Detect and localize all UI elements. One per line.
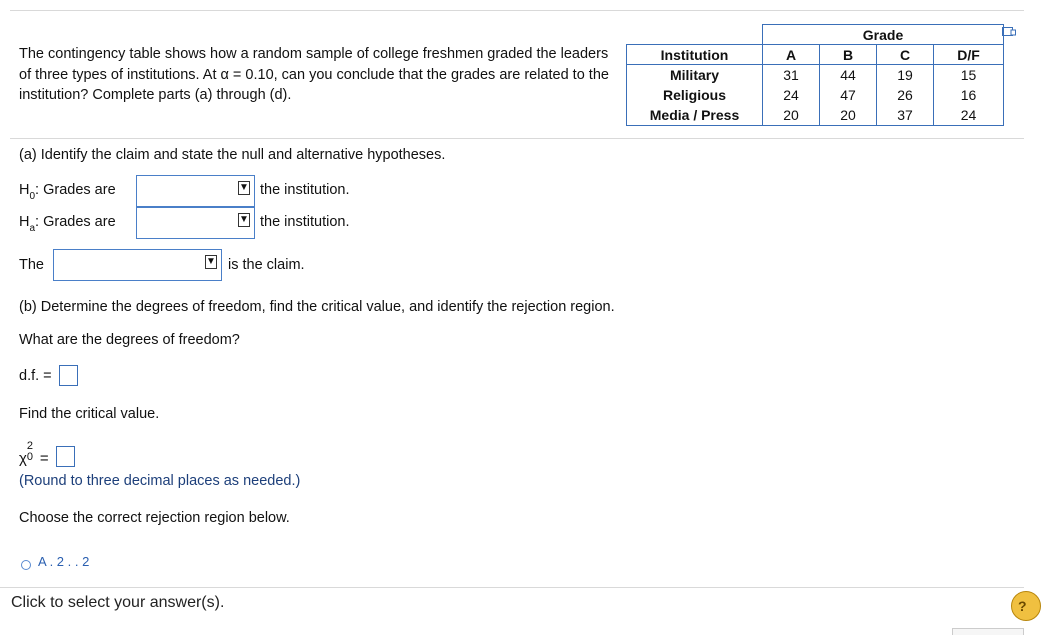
cell-media-b: 20 — [840, 107, 856, 123]
chi-superscript: 2 — [26, 440, 33, 452]
row-label-media: Media / Press — [649, 107, 740, 123]
copy-icon[interactable] — [1002, 27, 1016, 39]
contingency-table — [626, 24, 1004, 126]
col-c-values — [877, 65, 934, 126]
df-input[interactable] — [59, 365, 78, 386]
the-label: The — [19, 257, 44, 273]
cell-religious-a: 24 — [783, 87, 799, 103]
col-df-values — [934, 65, 1004, 126]
h0-label — [19, 182, 116, 202]
chevron-down-icon[interactable]: ▼ — [206, 256, 216, 267]
part-a-prompt: (a) Identify the claim and state the null and alternative hypotheses. — [19, 147, 446, 163]
col-header-df: D/F — [934, 45, 1004, 65]
cell-military-b: 44 — [840, 67, 856, 83]
h0-dropdown[interactable] — [136, 175, 255, 207]
rounding-hint: (Round to three decimal places as needed.) — [19, 473, 301, 489]
ha-subscript: a — [29, 223, 36, 234]
ha-letter: H — [19, 214, 30, 230]
option-a-label[interactable]: A . 2 . . 2 — [38, 554, 90, 569]
h0-subscript: 0 — [29, 191, 36, 202]
claim-dropdown[interactable] — [53, 249, 222, 281]
chi-equals: = — [39, 450, 49, 467]
col-b-values — [820, 65, 877, 126]
chevron-down-icon[interactable]: ▼ — [239, 214, 249, 225]
scroll-handle[interactable] — [952, 628, 1024, 635]
intro-text: The contingency table shows how a random sample of college freshmen graded the leaders of three types of institutions. At α = 0.10, can you conclude that the grades are related to the institution? Complete parts (a) through (d). — [19, 46, 609, 103]
col-header-b: B — [820, 45, 877, 65]
footer-instruction: Click to select your answer(s). — [11, 594, 225, 611]
h0-tail: the institution. — [260, 182, 350, 198]
section-divider — [10, 138, 1024, 139]
ha-dropdown[interactable] — [136, 207, 255, 239]
table-corner — [627, 25, 763, 45]
df-question: What are the degrees of freedom? — [19, 332, 240, 348]
chi-square-label — [19, 440, 49, 467]
chevron-down-icon[interactable]: ▼ — [239, 182, 249, 193]
chi-subscript: 0 — [26, 451, 33, 463]
col-a-values — [763, 65, 820, 126]
cv-question: Find the critical value. — [19, 406, 160, 422]
cell-military-c: 19 — [897, 67, 913, 83]
col-header-a: A — [763, 45, 820, 65]
footer-divider — [0, 587, 1024, 588]
ha-label — [19, 214, 116, 234]
grade-group-header: Grade — [763, 25, 1004, 45]
cell-religious-b: 47 — [840, 87, 856, 103]
cell-religious-c: 26 — [897, 87, 913, 103]
row-labels-cell — [627, 65, 763, 126]
col-header-institution: Institution — [627, 45, 763, 65]
option-a-radio[interactable] — [21, 560, 31, 570]
cell-religious-df: 16 — [960, 87, 977, 103]
ha-tail: the institution. — [260, 214, 350, 230]
h0-letter: H — [19, 182, 30, 198]
chi-symbol: χ — [19, 450, 27, 467]
top-divider — [10, 10, 1024, 11]
critical-value-input[interactable] — [56, 446, 75, 467]
cell-media-a: 20 — [783, 107, 799, 123]
ha-text: : Grades are — [35, 214, 116, 230]
cell-military-a: 31 — [783, 67, 799, 83]
row-label-religious: Religious — [662, 87, 726, 103]
row-label-military: Military — [669, 67, 719, 83]
h0-text: : Grades are — [35, 182, 116, 198]
part-b-prompt: (b) Determine the degrees of freedom, find the critical value, and identify the rejection region. — [19, 299, 615, 315]
col-header-c: C — [877, 45, 934, 65]
region-prompt: Choose the correct rejection region below. — [19, 510, 290, 526]
help-icon[interactable]: ? — [1011, 591, 1041, 621]
cell-military-df: 15 — [960, 67, 977, 83]
cell-media-c: 37 — [897, 107, 913, 123]
df-label: d.f. = — [19, 368, 52, 384]
claim-tail: is the claim. — [228, 257, 305, 273]
cell-media-df: 24 — [960, 107, 977, 123]
